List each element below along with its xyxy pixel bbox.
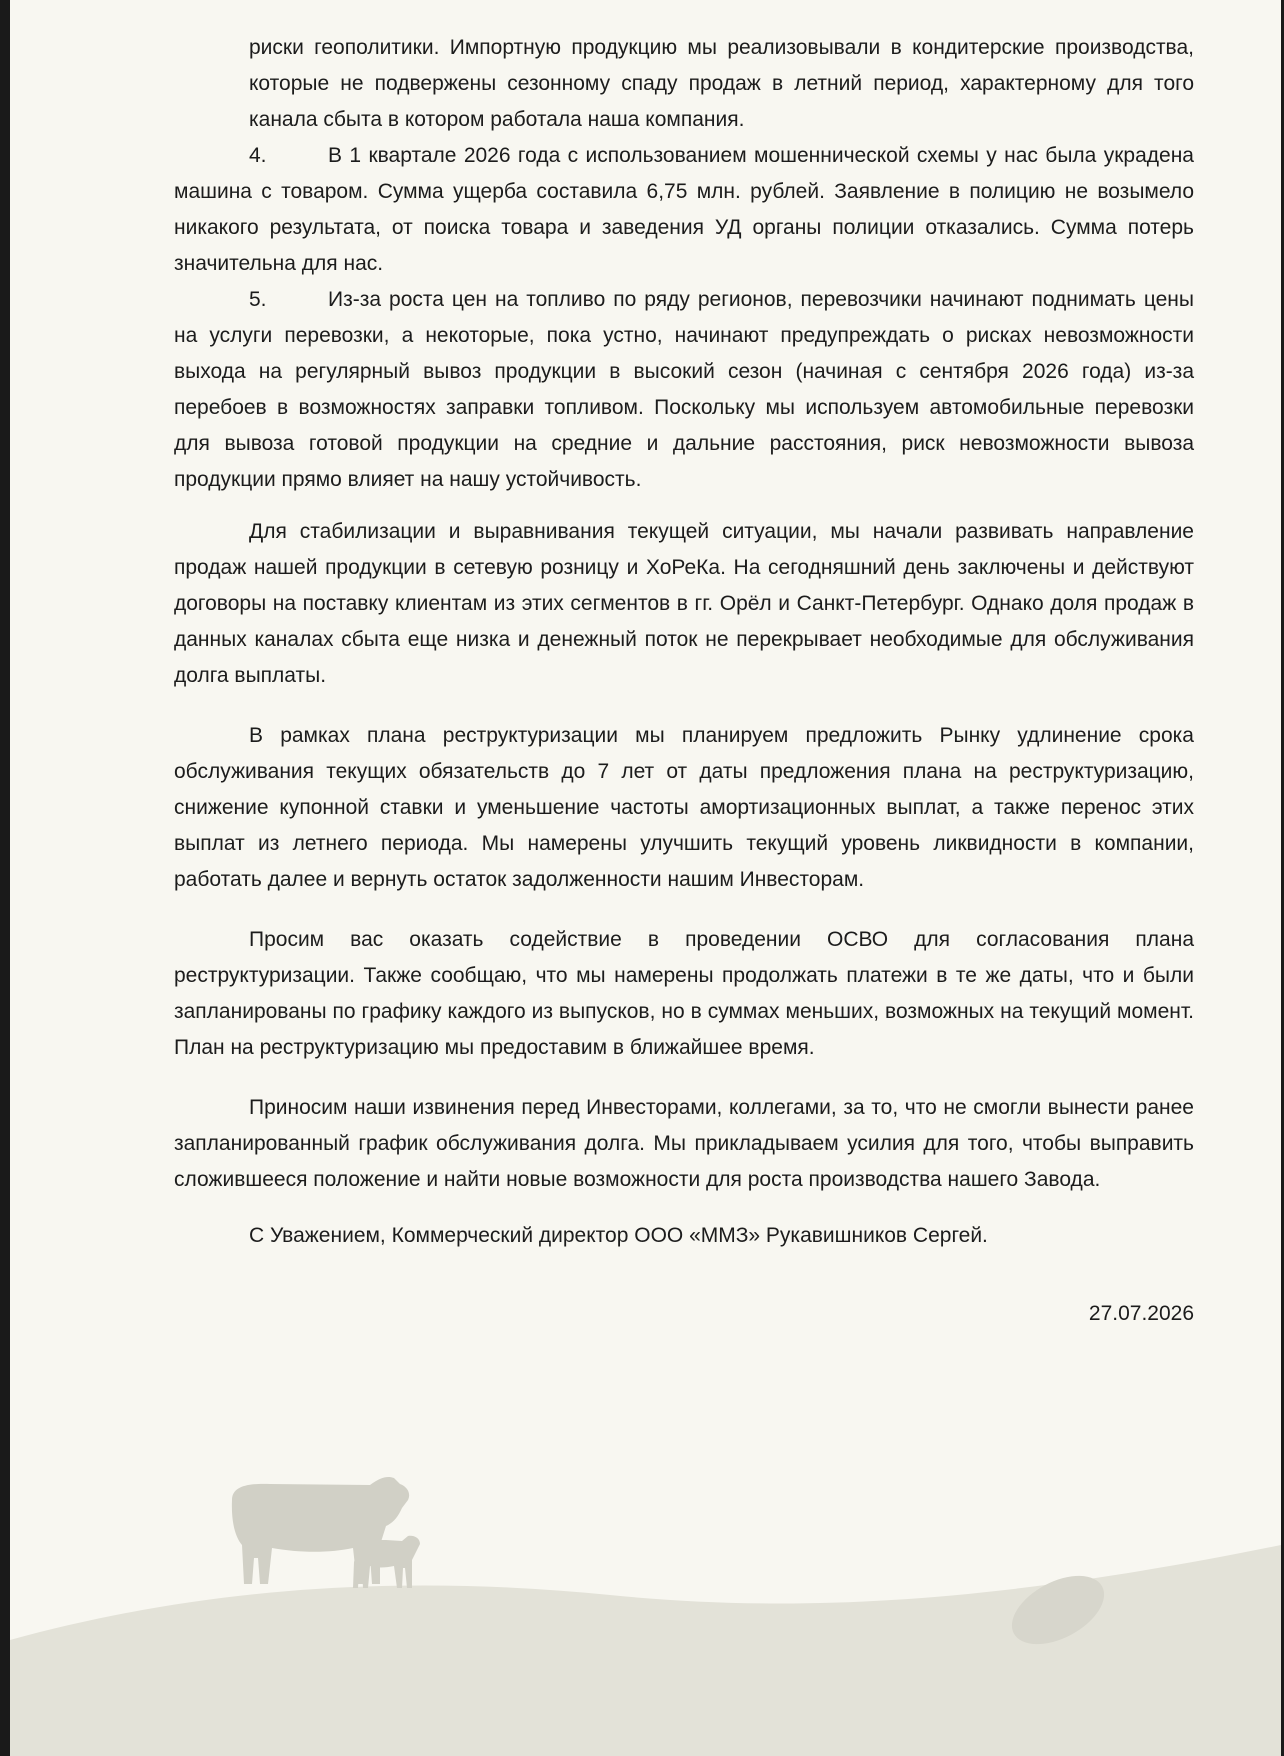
hill-shape	[10, 1545, 1281, 1756]
list-item	[174, 138, 1194, 282]
document-page	[10, 0, 1281, 1756]
paragraph-request: Просим вас оказать содействие в проведении ОСВО для согласования плана реструктуризации. Также сообщаю, что мы намерены продолжать платежи в те же даты, что и были запланированы по графику каждого из выпусков, но в суммах меньших, возможных на текущий момент. План на реструктуризацию мы предоставим в ближайшее время.	[174, 928, 1194, 1059]
list-item	[174, 282, 1194, 498]
paragraph-stabilization: Для стабилизации и выравнивания текущей ситуации, мы начали развивать направление продаж нашей продукции в сетевую розницу и ХоРеКа. На сегодняшний день заключены и действуют договоры на поставку клиентам из этих сегментов в гг. Орёл и Санкт-Петербург. Однако доля продаж в данных каналах сбыта еще низка и денежный поток не перекрывает необходимые для обслуживания долга выплаты.	[174, 520, 1194, 687]
list-item-text: В 1 квартале 2026 года с использованием мошеннической схемы у нас была украдена машина с товаром. Сумма ущерба составила 6,75 млн. рублей. Заявление в полицию не возымело никакого результата, от поиска товара и заведения УД органы полиции отказались. Сумма потерь значительна для нас.	[174, 144, 1194, 275]
paragraph-restructuring-plan: В рамках плана реструктуризации мы планируем предложить Рынку удлинение срока обслуживания текущих обязательств до 7 лет от даты предложения плана на реструктуризацию, снижение купонной ставки и уменьшение частоты амортизационных выплат, а также перенос этих выплат из летнего периода. Мы намерены улучшить текущий уровень ликвидности в компании, работать далее и вернуть остаток задолженности нашим Инвесторам.	[174, 724, 1194, 891]
list-item-text: Из-за роста цен на топливо по ряду регионов, перевозчики начинают поднимать цены на услуги перевозки, а некоторые, пока устно, начинают предупреждать о рисках невозможности выхода на регулярный вывоз продукции в высокий сезон (начиная с сентября 2026 года) из-за перебоев в возможностях заправки топливом. Поскольку мы используем автомобильные перевозки для вывоза готовой продукции на средние и дальние расстояния, риск невозможности вывоза продукции прямо влияет на нашу устойчивость.	[174, 288, 1194, 491]
list-item-number: 5.	[249, 288, 267, 311]
oval-logo-shape	[1001, 1562, 1116, 1658]
letter-body	[174, 30, 1194, 1332]
paragraph-apology: Приносим наши извинения перед Инвесторами, коллегами, за то, что не смогли вынести ранее запланированный график обслуживания долга. Мы прикладываем усилия для того, чтобы выправить сложившееся положение и найти новые возможности для роста производства нашего Завода.	[174, 1096, 1194, 1191]
signature-line: С Уважением, Коммерческий директор ООО «ММЗ» Рукавишников Сергей.	[249, 1224, 988, 1247]
letter-date: 27.07.2026	[1088, 1302, 1194, 1325]
cow-silhouette-icon	[232, 1477, 420, 1588]
numbered-list	[174, 138, 1194, 498]
list-item-number: 4.	[249, 144, 267, 167]
continuation-text: риски геополитики. Импортную продукцию мы реализовывали в кондитерские производства, которые не подвержены сезонному спаду продаж в летний период, характерному для того канала сбыта в котором работала наша компания.	[249, 36, 1194, 131]
